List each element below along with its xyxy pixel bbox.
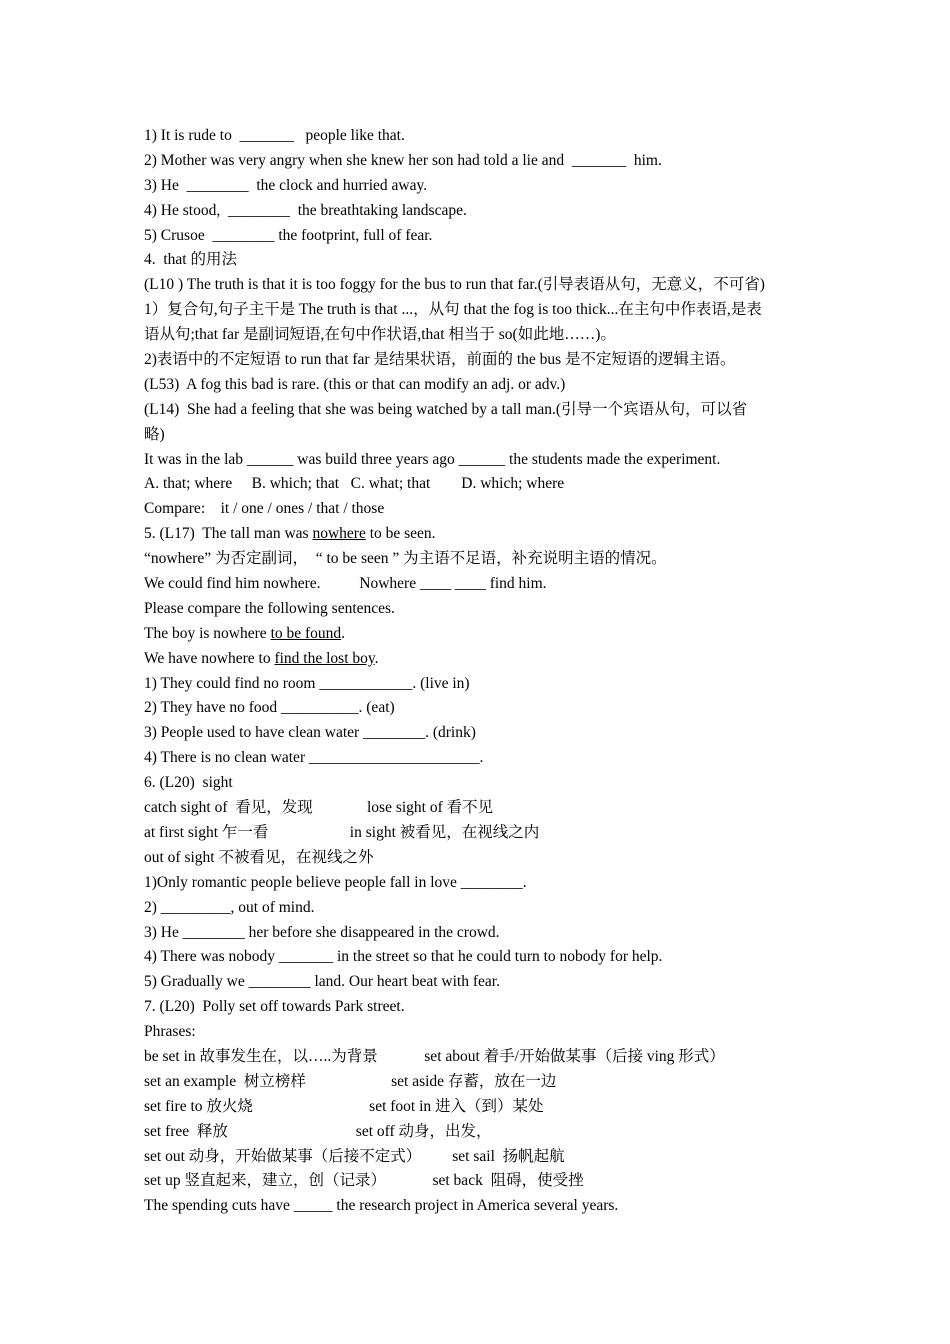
phrase-line: be set in 故事发生在，以…..为背景 set about 着手/开始做某事（后接 ving 形式）: [144, 1047, 725, 1065]
underlined-text: find the lost boy: [274, 649, 375, 667]
exercise-line: 4) He stood, ________ the breathtaking landscape.: [144, 201, 467, 219]
text-line: 2)表语中的不定短语 to run that far 是结果状语，前面的 the bus 是不定短语的逻辑主语。: [144, 351, 736, 369]
underlined-text: nowhere: [312, 525, 366, 543]
underlined-text: to be found: [270, 624, 342, 642]
exercise-line: The spending cuts have _____ the research project in America several years.: [144, 1197, 619, 1215]
exercise-line: 3) People used to have clean water ________. (drink): [144, 724, 476, 742]
exercise-line: 2) Mother was very angry when she knew her son had told a lie and _______ him.: [144, 151, 662, 169]
phrase-line: set out 动身，开始做某事（后接不定式） set sail 扬帆起航: [144, 1147, 565, 1165]
text-line: We have nowhere to find the lost boy.: [144, 649, 379, 667]
phrase-line: set up 竖直起来，建立，创（记录） set back 阻碍，使受挫: [144, 1172, 584, 1190]
exercise-line: 4) There was nobody _______ in the street so that he could turn to nobody for help.: [144, 948, 663, 966]
exercise-line: 5) Gradually we ________ land. Our heart beat with fear.: [144, 973, 500, 991]
exercise-line: 3) He ________ her before she disappeared in the crowd.: [144, 923, 500, 941]
text-line: (L53) A fog this bad is rare. (this or that can modify an adj. or adv.): [144, 375, 566, 393]
section-heading: 6. (L20) sight: [144, 774, 233, 792]
text-line: 1）复合句,句子主干是 The truth is that ...，从句 that the fog is too thick...在主句中作表语,是表: [144, 301, 762, 319]
text-line: (L14) She had a feeling that she was being watched by a tall man.(引导一个宾语从句，可以省: [144, 400, 748, 418]
text-line: 语从句;that far 是副词短语,在句中作状语,that 相当于 so(如此地……)。: [144, 326, 616, 344]
text-line: Please compare the following sentences.: [144, 599, 395, 617]
text-line: “nowhere” 为否定副词， “ to be seen ” 为主语不足语，补充说明主语的情况。: [144, 550, 667, 568]
worksheet-content: [144, 124, 814, 1219]
exercise-line: 1) It is rude to _______ people like that.: [144, 127, 405, 144]
phrase-line: set free 释放 set off 动身，出发，: [144, 1122, 492, 1140]
phrase-line: set fire to 放火烧 set foot in 进入（到）某处: [144, 1097, 544, 1115]
phrase-line: catch sight of 看见，发现 lose sight of 看不见: [144, 799, 494, 817]
phrase-line: at first sight 乍一看 in sight 被看见，在视线之内: [144, 823, 540, 841]
text-line: Compare: it / one / ones / that / those: [144, 500, 385, 518]
answer-options: A. that; where B. which; that C. what; that D. which; where: [144, 475, 565, 493]
exercise-line: 2) They have no food __________. (eat): [144, 699, 395, 717]
section-heading: 7. (L20) Polly set off towards Park street.: [144, 998, 405, 1016]
text-line: (L10 ) The truth is that it is too foggy for the bus to run that far.(引导表语从句，无意义，不可省): [144, 276, 765, 294]
text-line: 略): [144, 425, 165, 443]
exercise-line: It was in the lab ______ was build three years ago ______ the students made the experiment.: [144, 450, 721, 468]
phrase-line: set an example 树立榜样 set aside 存蓄，放在一边: [144, 1072, 557, 1090]
exercise-line: 1)Only romantic people believe people fall in love ________.: [144, 873, 527, 891]
text-line: The boy is nowhere to be found.: [144, 624, 346, 642]
exercise-line: 1) They could find no room ____________. (live in): [144, 674, 470, 692]
exercise-line: 3) He ________ the clock and hurried away.: [144, 176, 428, 194]
exercise-line: 5) Crusoe ________ the footprint, full of fear.: [144, 226, 433, 244]
exercise-line: 4) There is no clean water ______________________.: [144, 749, 484, 767]
section-heading: 5. (L17) The tall man was nowhere to be seen.: [144, 525, 436, 543]
section-heading: 4. that 的用法: [144, 251, 237, 269]
text-line: We could find him nowhere. Nowhere ____ ____ find him.: [144, 575, 547, 593]
text-line: Phrases:: [144, 1023, 196, 1041]
exercise-line: 2) _________, out of mind.: [144, 898, 315, 916]
phrase-line: out of sight 不被看见，在视线之外: [144, 848, 374, 866]
